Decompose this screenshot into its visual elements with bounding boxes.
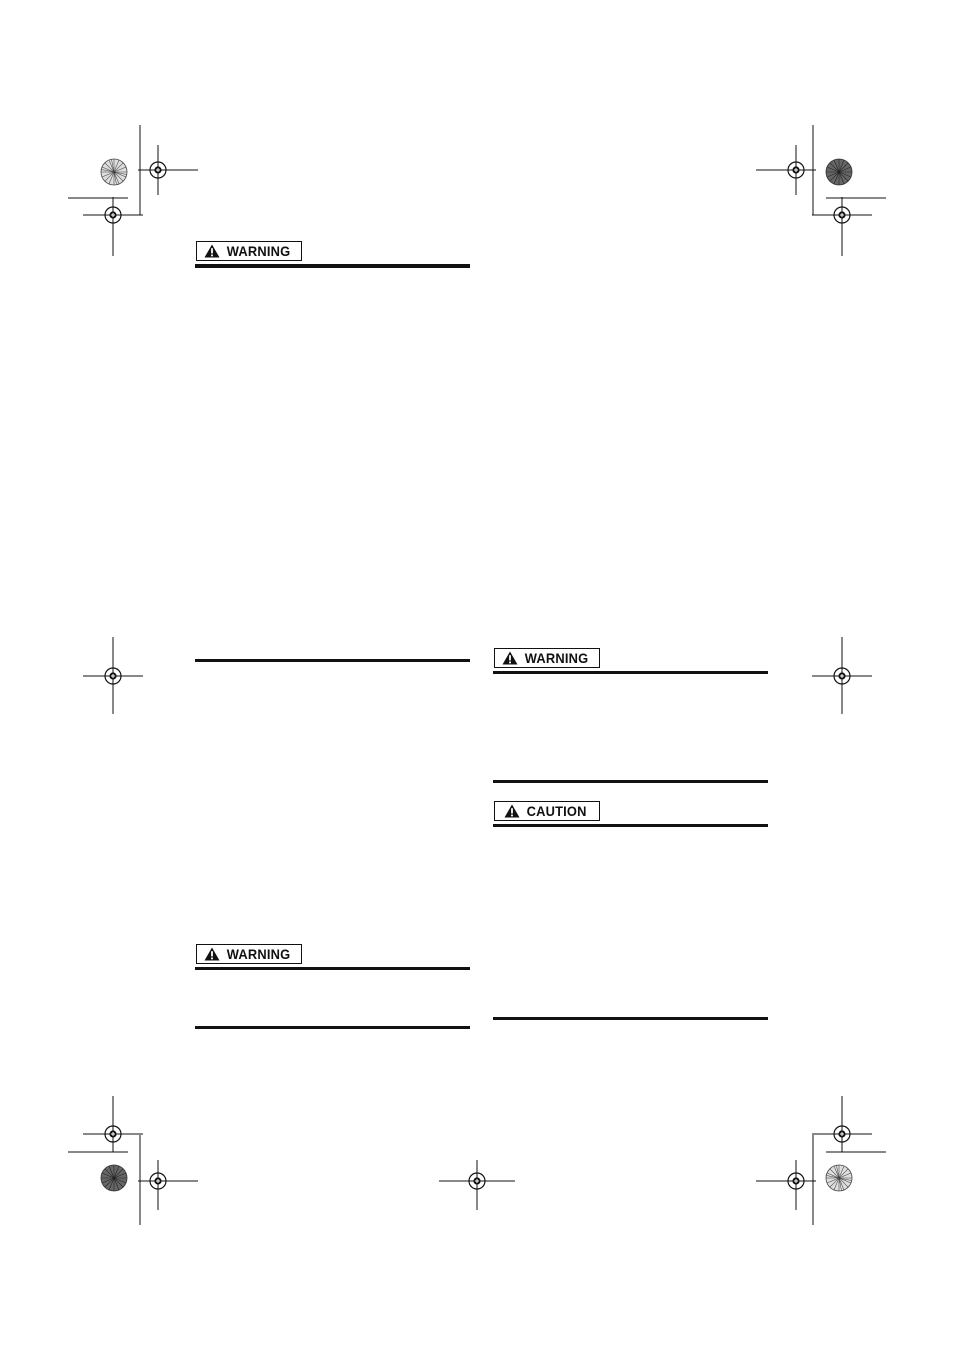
section-rule xyxy=(195,264,470,268)
warning-label: WARNING xyxy=(227,946,291,962)
color-target-icon xyxy=(826,159,852,185)
section-rule xyxy=(493,780,768,783)
warning-triangle-icon xyxy=(204,947,220,961)
caution-label: CAUTION xyxy=(527,803,587,819)
warning-badge xyxy=(196,241,302,261)
warning-label: WARNING xyxy=(525,650,589,666)
color-target-icon xyxy=(101,1165,127,1191)
section-rule xyxy=(493,824,768,827)
section-rule xyxy=(195,659,470,662)
warning-badge xyxy=(494,648,600,668)
warning-label: WARNING xyxy=(227,243,291,259)
section-rule xyxy=(493,1017,768,1020)
color-target-icon xyxy=(826,1165,852,1191)
warning-triangle-icon xyxy=(502,651,518,665)
warning-triangle-icon xyxy=(204,244,220,258)
warning-triangle-icon xyxy=(504,804,520,818)
warning-badge xyxy=(196,944,302,964)
section-rule xyxy=(493,671,768,674)
section-rule xyxy=(195,967,470,970)
caution-badge xyxy=(494,801,600,821)
color-target-icon xyxy=(101,159,127,185)
section-rule xyxy=(195,1026,470,1029)
